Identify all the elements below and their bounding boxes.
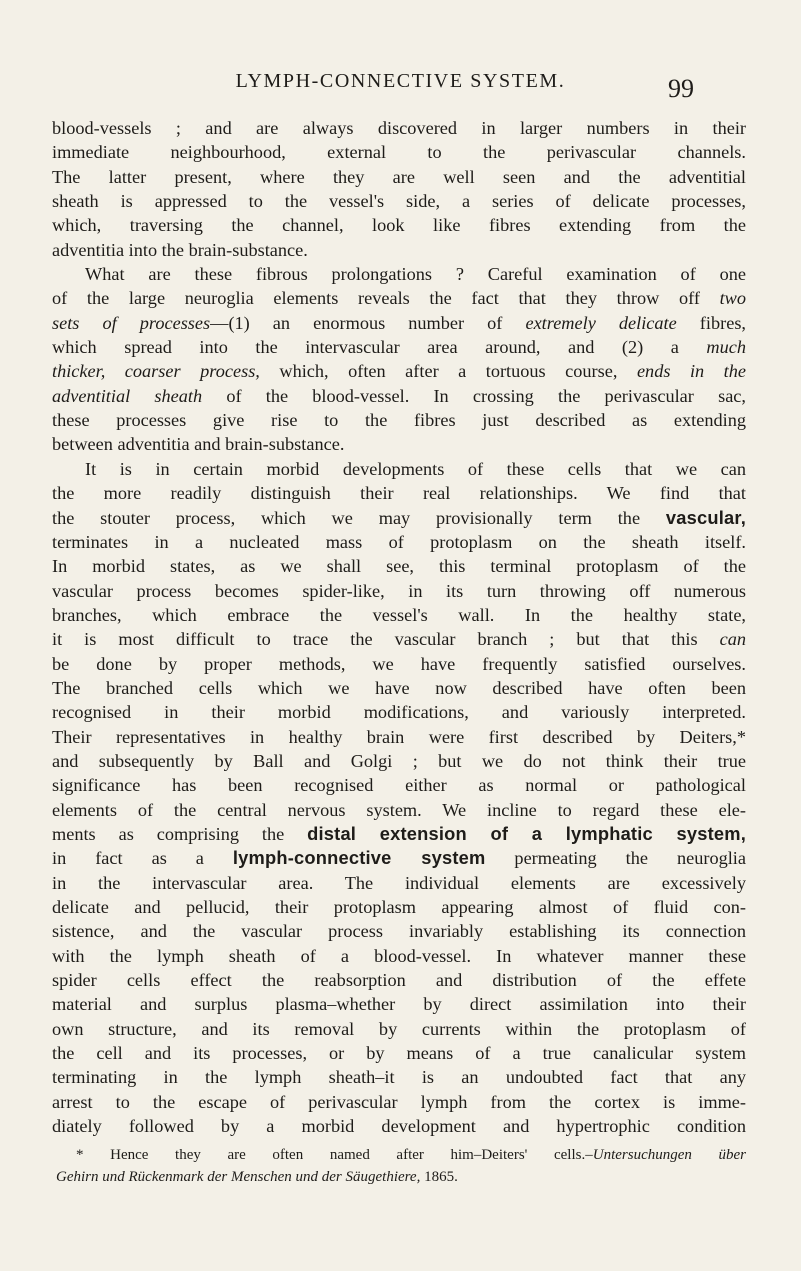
text-line	[52, 773, 746, 797]
text-run: vascular process becomes spider-like, in its turn throwing off numerous	[52, 580, 746, 601]
text-line	[52, 1065, 746, 1089]
text-run: Their representatives in healthy brain were first described by Deiters,*	[52, 726, 746, 747]
text-line	[52, 700, 746, 724]
text-run: be done by proper methods, we have frequently satisfied ourselves.	[52, 653, 746, 674]
text-run: 1865.	[420, 1169, 458, 1185]
emphasis-text: vascular,	[665, 506, 746, 528]
text-run: and subsequently by Ball and Golgi ; but we do not think their true	[52, 750, 746, 771]
italic-text: Untersuchungen über	[592, 1147, 746, 1163]
page-number: 99	[668, 74, 694, 103]
text-run: recognised in their morbid modifications, and variously interpreted.	[52, 702, 746, 723]
text-line	[52, 798, 746, 822]
text-line	[52, 579, 746, 603]
text-line	[52, 992, 746, 1016]
footnote	[56, 1144, 746, 1188]
text-run: fibres,	[676, 312, 746, 333]
text-run: the stouter process, which we may provisionally term the	[52, 507, 666, 528]
text-run: of the large neuroglia elements reveals the fact that they throw off	[52, 288, 720, 309]
text-line	[52, 919, 746, 943]
text-run: permeating the neuroglia	[485, 848, 746, 869]
text-run: * Hence they are often named after him–Deiters' cells.–	[76, 1147, 593, 1163]
text-line	[52, 1041, 746, 1065]
italic-text: extremely delicate	[525, 312, 677, 333]
text-run: material and surplus plasma–whether by direct assimilation into their	[52, 994, 746, 1015]
footnote-line	[56, 1166, 746, 1188]
text-line	[52, 968, 746, 992]
text-run: It is in certain morbid developments of these cells that we can	[85, 458, 746, 479]
text-line	[52, 676, 746, 700]
text-run: which, traversing the channel, look like fibres extending from the	[52, 215, 746, 236]
text-line	[52, 238, 746, 262]
text-run: these processes give rise to the fibres just described as extending	[52, 410, 746, 431]
text-line	[52, 189, 746, 213]
text-run: significance has been recognised either as normal or pathological	[52, 775, 746, 796]
text-run: In morbid states, as we shall see, this terminal protoplasm of the	[52, 556, 746, 577]
text-run: terminates in a nucleated mass of protoplasm on the sheath itself.	[52, 531, 746, 552]
text-run: between adventitia and brain-substance.	[52, 434, 345, 455]
text-line	[52, 140, 746, 164]
italic-text: ends in the	[636, 361, 746, 382]
emphasis-text: distal extension of a lymphatic system,	[307, 822, 746, 844]
text-line	[52, 1017, 746, 1041]
text-line	[52, 335, 746, 359]
text-line	[52, 627, 746, 651]
running-head	[0, 70, 801, 103]
text-run: in fact as a	[52, 848, 233, 869]
text-line	[52, 506, 746, 530]
text-run: it is most difficult to trace the vascular branch ; but that this	[52, 629, 720, 650]
footnote-line	[56, 1144, 746, 1166]
text-run: elements of the central nervous system. We incline to regard these ele-	[52, 799, 746, 820]
text-run: the more readily distinguish their real relationships. We find that	[52, 483, 746, 504]
text-line	[52, 895, 746, 919]
italic-text: thicker, coarser process,	[52, 361, 260, 382]
text-run: which spread into the intervascular area around, and (2) a	[52, 337, 707, 358]
text-run: sheath is appressed to the vessel's side, a series of delicate processes,	[52, 191, 746, 212]
text-run: in the intervascular area. The individual elements are excessively	[52, 872, 746, 893]
text-line	[52, 165, 746, 189]
text-line	[52, 481, 746, 505]
text-line	[52, 1114, 746, 1138]
text-line	[52, 846, 746, 870]
italic-text: much	[706, 337, 746, 358]
text-run: own structure, and its removal by currents within the protoplasm of	[52, 1018, 746, 1039]
text-run: The branched cells which we have now described have often been	[52, 677, 746, 698]
text-line	[52, 652, 746, 676]
body-text	[52, 116, 746, 1138]
text-line	[52, 457, 746, 481]
text-run: ments as comprising the	[52, 823, 308, 844]
text-run: branches, which embrace the vessel's wall. In the healthy state,	[52, 604, 746, 625]
text-run: with the lymph sheath of a blood-vessel. In whatever manner these	[52, 945, 746, 966]
text-run: diately followed by a morbid development and hypertrophic condition	[52, 1116, 746, 1137]
text-run: spider cells effect the reabsorption and distribution of the effete	[52, 970, 746, 991]
text-run: blood-vessels ; and are always discovered in larger numbers in their	[52, 118, 746, 138]
running-title: LYMPH-CONNECTIVE SYSTEM.	[235, 70, 566, 92]
text-line	[52, 944, 746, 968]
text-line	[52, 384, 746, 408]
text-line	[52, 262, 746, 286]
text-run: —(1) an enormous number of	[210, 312, 526, 333]
text-line	[52, 311, 746, 335]
text-line	[52, 530, 746, 554]
text-line	[52, 603, 746, 627]
italic-text: two	[719, 288, 746, 309]
italic-text: Gehirn und Rückenmark der Menschen und der Säugethiere,	[56, 1169, 421, 1185]
text-run: of the blood-vessel. In crossing the perivascular sac,	[202, 385, 746, 406]
text-line	[52, 554, 746, 578]
text-line	[52, 871, 746, 895]
text-line	[52, 408, 746, 432]
text-run: immediate neighbourhood, external to the perivascular channels.	[52, 142, 746, 163]
text-run: sistence, and the vascular process invariably establishing its connection	[52, 921, 746, 942]
text-run: the cell and its processes, or by means of a true canalicular system	[52, 1043, 746, 1064]
text-run: terminating in the lymph sheath–it is an undoubted fact that any	[52, 1067, 746, 1088]
text-line	[52, 213, 746, 237]
text-line	[52, 822, 746, 846]
text-line	[52, 286, 746, 310]
text-run: adventitia into the brain-substance.	[52, 239, 308, 260]
text-run: What are these fibrous prolongations ? Careful examination of one	[85, 264, 746, 285]
text-run: delicate and pellucid, their protoplasm appearing almost of fluid con-	[52, 897, 746, 917]
text-run: arrest to the escape of perivascular lymph from the cortex is imme-	[52, 1091, 746, 1112]
text-line	[52, 432, 746, 456]
text-line	[52, 359, 746, 383]
italic-text: can	[719, 629, 746, 650]
italic-text: adventitial sheath	[52, 385, 203, 406]
text-line	[52, 116, 746, 140]
text-line	[52, 725, 746, 749]
text-line	[52, 749, 746, 773]
emphasis-text: lymph-connective system	[232, 847, 486, 869]
text-run: which, often after a tortuous course,	[259, 361, 637, 382]
text-run: The latter present, where they are well seen and the adventitial	[52, 166, 746, 187]
text-line	[52, 1090, 746, 1114]
italic-text: sets of processes	[52, 312, 211, 333]
